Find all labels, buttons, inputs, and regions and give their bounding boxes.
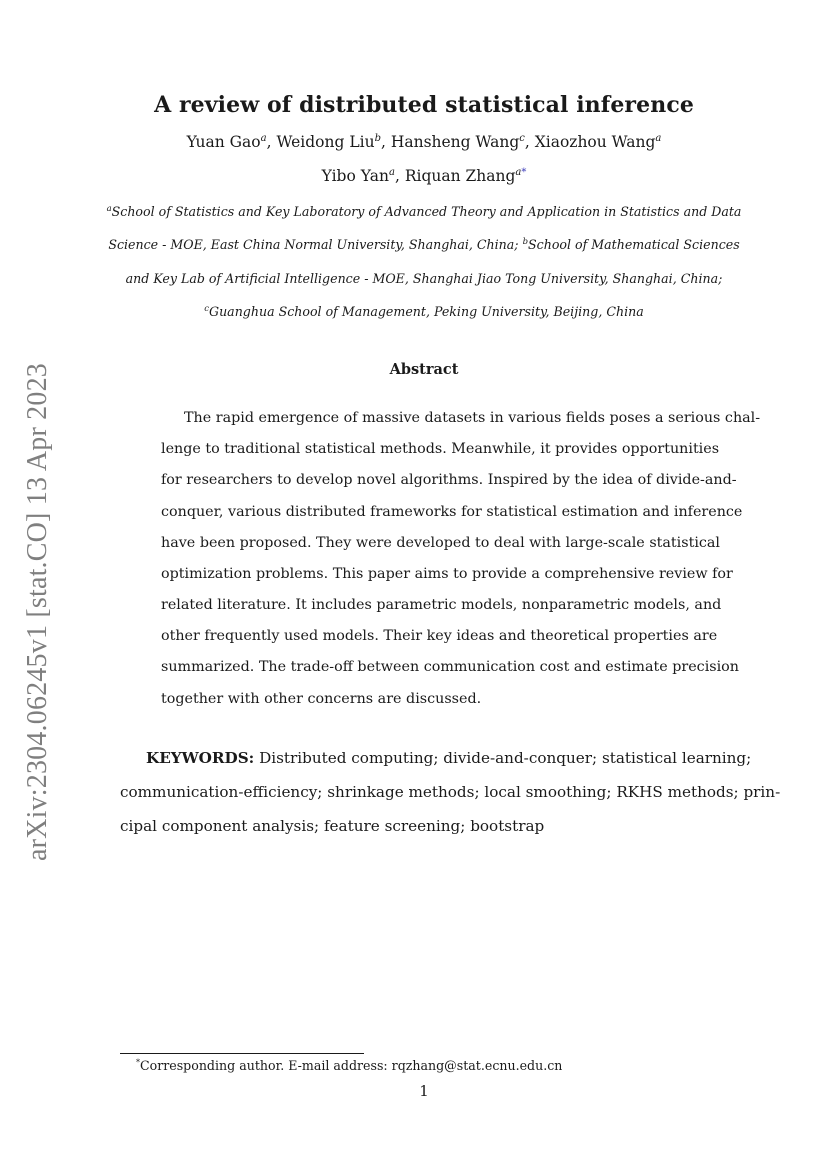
author-affiliation-mark: a	[260, 133, 267, 144]
affiliation-line: and Key Lab of Artificial Intelligence - MOE, Shanghai Jiao Tong University, Shanghai, China;	[125, 271, 723, 286]
footnote	[136, 1058, 562, 1073]
footnote-mark: *	[136, 1058, 140, 1067]
author-affiliation-mark: a	[388, 167, 395, 178]
abstract-line: for researchers to develop novel algorithms. Inspired by the idea of divide-and-	[161, 472, 737, 488]
affiliation-text: Science - MOE, East China Normal University, Shanghai, China;	[108, 237, 519, 253]
affiliation-mark: c	[204, 304, 210, 314]
abstract-heading: Abstract	[389, 361, 459, 378]
abstract-line: summarized. The trade-off between communication cost and estimate precision	[161, 659, 739, 675]
affiliation-text: School of Mathematical Sciences	[528, 237, 740, 253]
abstract-line: optimization problems. This paper aims to provide a comprehensive review for	[161, 566, 733, 582]
affiliation-line	[0, 204, 828, 219]
author-line-1: Yuan Gao$^a$, Weidong Liu$^b$, Hansheng Wang$^c$, Xiaozhou Wang$^a$	[186, 133, 662, 152]
affiliation-mark: b	[522, 237, 529, 247]
abstract-line: lenge to traditional statistical methods. Meanwhile, it provides opportunities	[161, 441, 720, 457]
author-name: Yibo Yan	[321, 167, 389, 186]
abstract-line: other frequently used models. Their key ideas and theoretical properties are	[161, 628, 718, 644]
author-name: Hansheng Wang	[390, 133, 520, 152]
author-name: Yuan Gao	[186, 133, 261, 152]
affiliation-line	[0, 304, 828, 319]
keywords-label: KEYWORDS:	[146, 749, 255, 767]
abstract-line: related literature. It includes parametric models, nonparametric models, and	[161, 597, 722, 613]
author-affiliation-mark: a	[655, 133, 662, 144]
page-number: 1	[419, 1082, 429, 1100]
author-name: Riquan Zhang	[404, 167, 516, 186]
abstract-line: conquer, various distributed frameworks for statistical estimation and inference	[161, 504, 743, 520]
footnote-text: Corresponding author. E-mail address: rqzhang@stat.ecnu.edu.cn	[140, 1058, 563, 1074]
keywords-line: cipal component analysis; feature screening; bootstrap	[120, 817, 545, 835]
keywords-line	[146, 749, 752, 767]
abstract-line: have been proposed. They were developed to deal with large-scale statistical	[161, 535, 720, 551]
author-affiliation-mark: a	[515, 167, 522, 178]
corresponding-author-link[interactable]: *	[521, 167, 527, 178]
arxiv-identifier-stamp: arXiv:2304.06245v1 [stat.CO] 13 Apr 2023	[22, 363, 53, 861]
paper-title: A review of distributed statistical inference	[154, 92, 694, 118]
affiliation-text: Guanghua School of Management, Peking University, Beijing, China	[209, 304, 644, 320]
author-affiliation-mark: c	[519, 133, 525, 144]
affiliation-line	[0, 237, 828, 252]
keywords-text: Distributed computing; divide-and-conquer; statistical learning;	[259, 749, 752, 767]
author-name: Weidong Liu	[276, 133, 375, 152]
abstract-line: together with other concerns are discussed.	[161, 691, 482, 707]
affiliation-mark: a	[106, 204, 112, 214]
abstract-line: The rapid emergence of massive datasets in various fields poses a serious chal-	[184, 410, 761, 426]
affiliation-text: School of Statistics and Key Laboratory of Advanced Theory and Application in Statistics and Data	[111, 204, 742, 220]
keywords-line: communication-efficiency; shrinkage methods; local smoothing; RKHS methods; prin-	[120, 783, 781, 801]
author-line-2: Yibo Yan$^a$, Riquan Zhang$^{a*}$	[321, 167, 527, 186]
author-affiliation-mark: b	[374, 133, 381, 144]
footnote-rule	[120, 1053, 364, 1054]
author-name: Xiaozhou Wang	[534, 133, 656, 152]
